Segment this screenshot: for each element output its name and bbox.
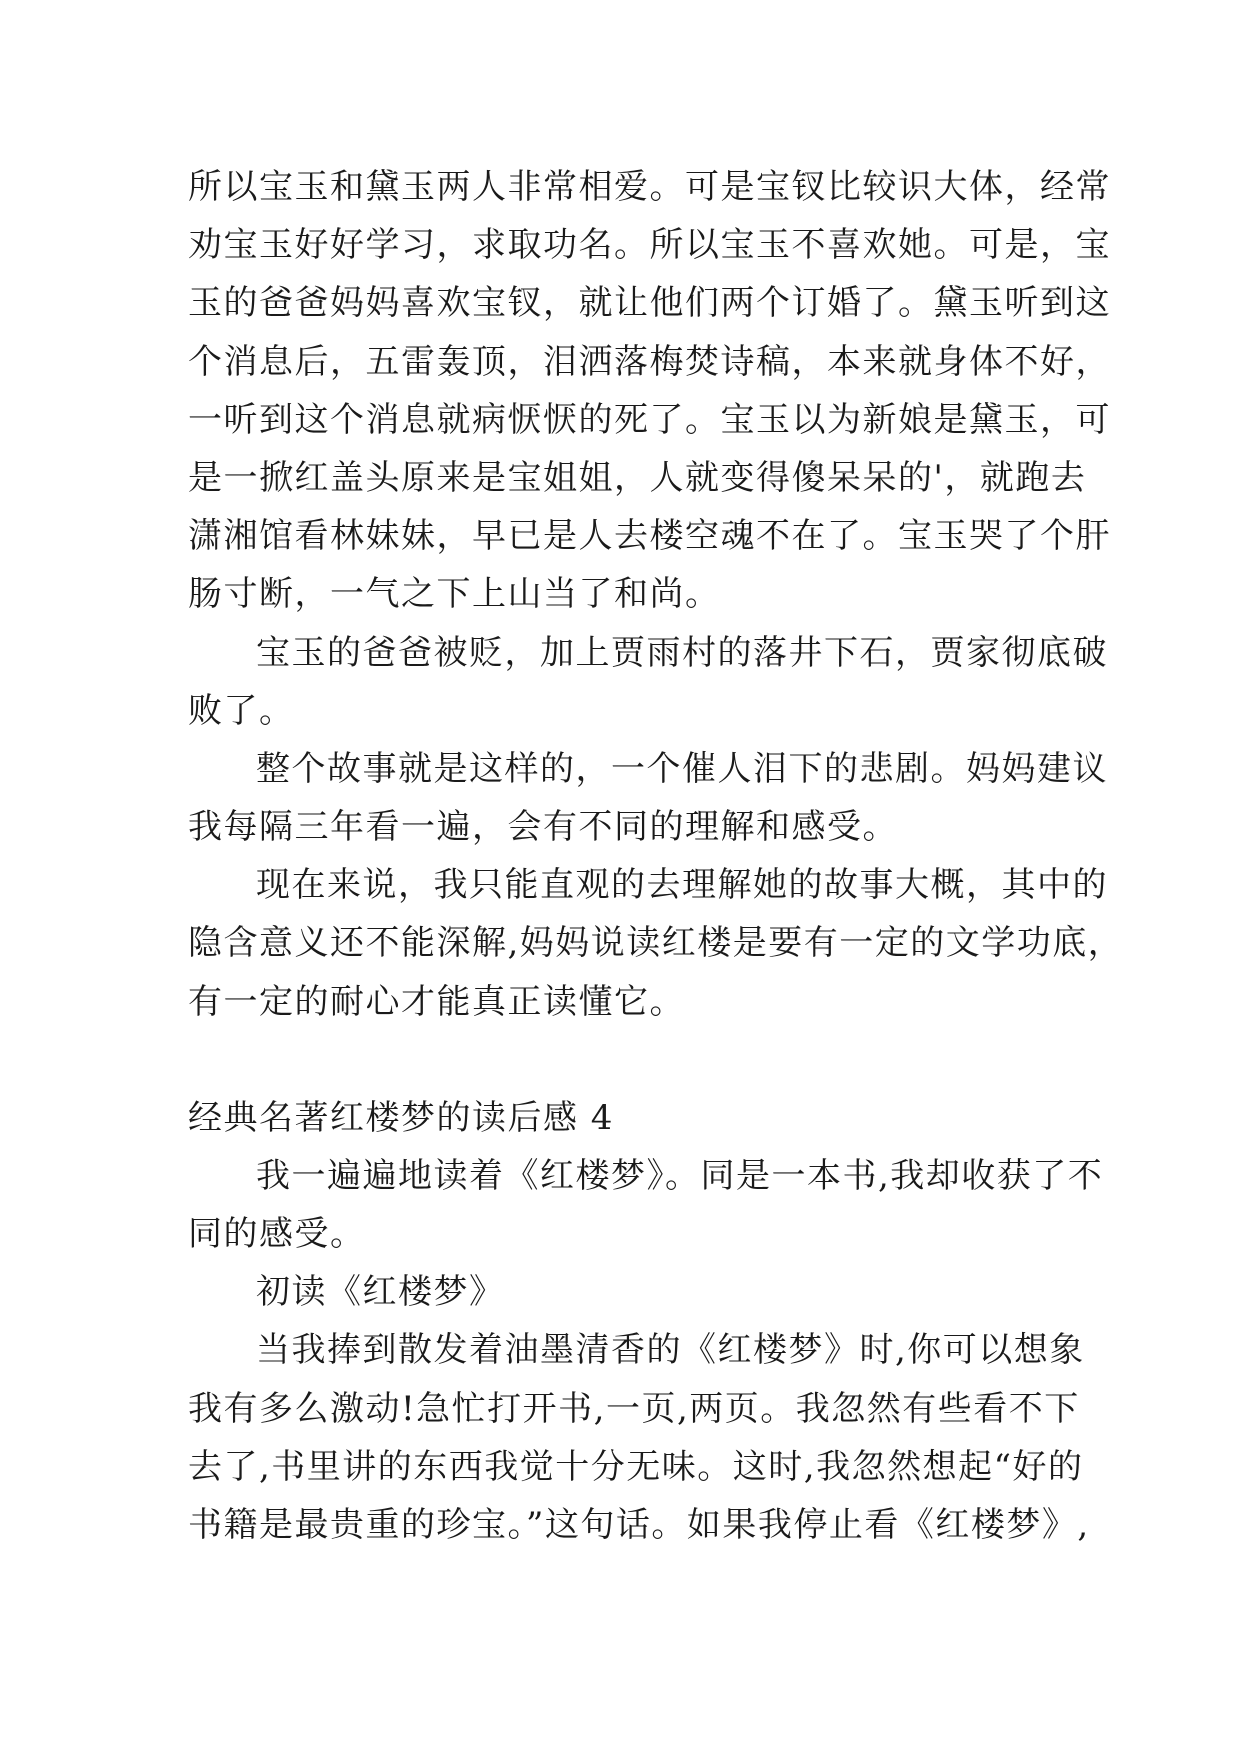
text-line: 当我捧到散发着油墨清香的《红楼梦》时,你可以想象 [256,1330,1085,1371]
text-line: 我一遍遍地读着《红楼梦》。同是一本书,我却收获了不 [256,1155,1104,1196]
text-line: 隐含意义还不能深解,妈妈说读红楼是要有一定的文学功底， [188,923,1124,964]
document-page [188,158,1124,1554]
paragraph [188,1263,1068,1321]
text-line: 个消息后，五雷轰顶，泪洒落梅焚诗稿，本来就身体不好， [188,341,1111,382]
text-line: 去了,书里讲的东西我觉十分无味。这时,我忽然想起“好的 [188,1446,1084,1487]
text-line: 潇湘馆看林妹妹，早已是人去楼空魂不在了。宝玉哭了个肝 [188,516,1111,557]
text-line: 败了。 [188,690,295,731]
paragraph [188,1147,1104,1263]
text-line: 现在来说，我只能直观的去理解她的故事大概，其中的 [256,865,1108,906]
text-line: 书籍是最贵重的珍宝。”这句话。如果我停止看《红楼梦》, [188,1504,1090,1545]
paragraph [188,856,1124,1031]
paragraph [188,1321,1090,1554]
section-heading: 经典名著红楼梦的读后感 4 [188,1097,614,1138]
paragraph [188,740,1108,856]
text-line: 初读《红楼梦》 [256,1272,505,1313]
paragraph [188,158,1111,624]
text-line: 我有多么激动!急忙打开书,一页,两页。我忽然有些看不下 [188,1388,1080,1429]
paragraph [188,624,1108,740]
text-line: 同的感受。 [188,1214,366,1254]
text-line: 所以宝玉和黛玉两人非常相爱。可是宝钗比较识大体，经常 [188,167,1111,207]
text-line: 玉的爸爸妈妈喜欢宝钗，就让他们两个订婚了。黛玉听到这 [188,283,1111,324]
text-line: 一听到这个消息就病恹恹的死了。宝玉以为新娘是黛玉，可 [188,399,1111,440]
text-line: 宝玉的爸爸被贬，加上贾雨村的落井下石，贾家彻底破 [256,632,1108,673]
text-line: 肠寸断，一气之下上山当了和尚。 [188,574,721,615]
text-line: 我每隔三年看一遍，会有不同的理解和感受。 [188,807,898,848]
text-line: 劝宝玉好好学习，求取功名。所以宝玉不喜欢她。可是，宝 [188,225,1111,266]
text-line: 是一掀红盖头原来是宝姐姐，人就变得傻呆呆的'，就跑去 [188,457,1087,498]
text-line: 整个故事就是这样的，一个催人泪下的悲剧。妈妈建议 [256,748,1108,789]
text-line: 有一定的耐心才能真正读懂它。 [188,981,685,1022]
spacer [188,1031,1068,1089]
